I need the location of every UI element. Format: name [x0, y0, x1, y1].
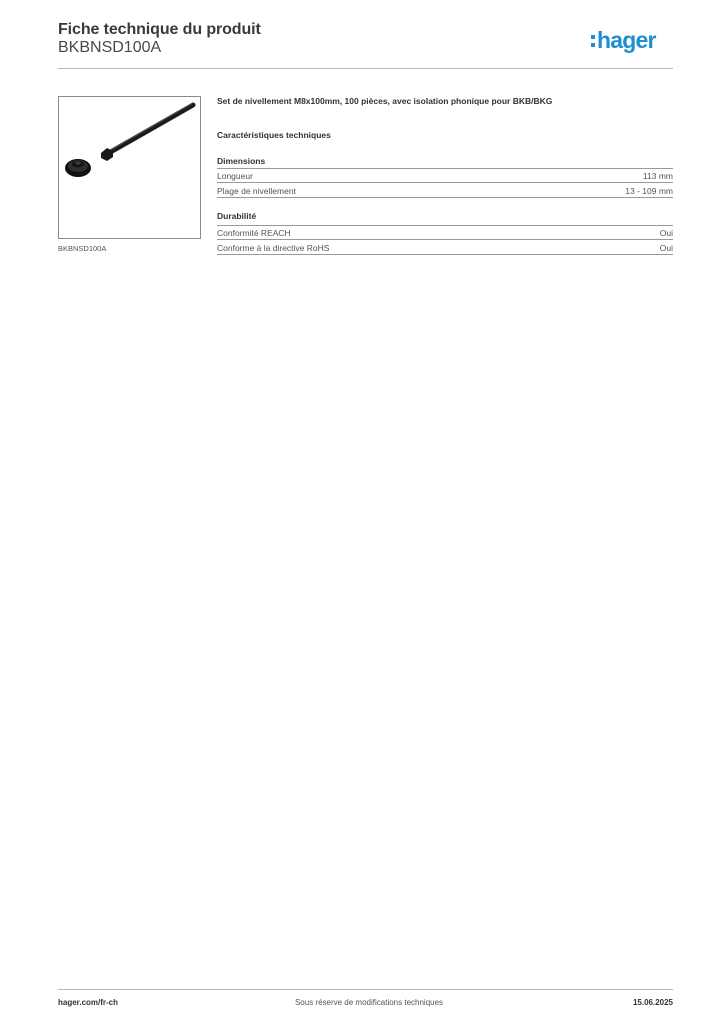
- footer-notice: Sous réserve de modifications techniques: [294, 998, 444, 1007]
- footer-website-link[interactable]: hager.com/fr-ch: [58, 998, 119, 1007]
- spec-label: Conforme à la directive RoHS: [217, 242, 330, 253]
- page-title: Fiche technique du produit: [58, 21, 261, 38]
- tech-specs-heading: Caractéristiques techniques: [217, 130, 331, 140]
- spec-value: 113 mm: [642, 170, 673, 181]
- spec-label: Longueur: [217, 170, 253, 181]
- spec-row-leveling-range: [217, 184, 673, 198]
- spec-row-rohs: [217, 241, 673, 255]
- product-image: [58, 96, 201, 239]
- product-reference: BKBNSD100A: [58, 39, 162, 56]
- footer-notice-wrapper: [0, 998, 724, 1007]
- spec-value: Oui: [659, 227, 673, 238]
- hager-logo: [591, 26, 675, 58]
- leveling-foot-product-image: [59, 97, 202, 240]
- spec-row-reach: [217, 226, 673, 240]
- header-divider: [58, 68, 673, 69]
- image-caption: BKBNSD100A: [58, 244, 107, 253]
- logo-dots-icon: [591, 35, 595, 47]
- logo-text: hager: [597, 27, 656, 53]
- spec-row-length: [217, 169, 673, 183]
- section-title-durability: Durabilité: [217, 211, 257, 221]
- spec-label: Conformité REACH: [217, 227, 291, 238]
- spec-value: Oui: [659, 242, 673, 253]
- footer-date: 15.06.2025: [632, 998, 673, 1007]
- section-title-dimensions: Dimensions: [217, 156, 266, 166]
- product-description: Set de nivellement M8x100mm, 100 pièces, avec isolation phonique pour BKB/BKG: [217, 96, 553, 106]
- spec-label: Plage de nivellement: [217, 185, 296, 196]
- spec-value: 13 - 109 mm: [625, 185, 673, 196]
- footer-divider: [58, 989, 673, 990]
